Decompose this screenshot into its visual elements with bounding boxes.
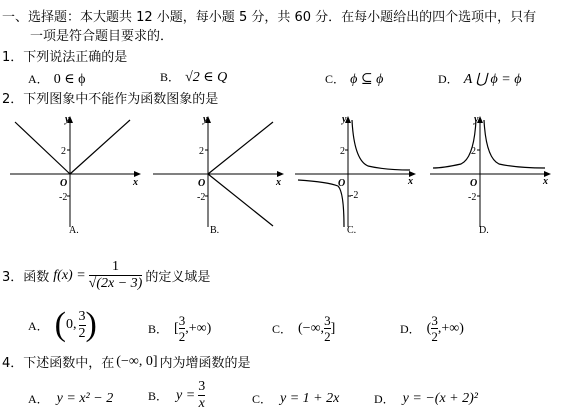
- q1-option-d[interactable]: [438, 68, 522, 88]
- stem-suffix: 的定义域是: [145, 270, 211, 285]
- interval: (−∞, 0]: [116, 353, 158, 369]
- section-heading-line1: 一、选择题：本大题共 12 小题，每小题 5 分，共 60 分．在每小题给出的四个选项中，只有: [2, 10, 537, 25]
- question-4-stem: [2, 352, 251, 371]
- question-2-stem: 2．下列图象中不能作为函数图象的是: [2, 92, 219, 107]
- option-expression: ϕ ⊆ ϕ: [350, 72, 384, 87]
- option-label: A．: [28, 318, 49, 333]
- curve-right-branch: [352, 120, 410, 170]
- q4-option-d[interactable]: [374, 390, 478, 407]
- fraction-denominator: √(2x − 3): [88, 276, 143, 291]
- origin-label: O: [60, 178, 68, 189]
- option-fraction: [198, 380, 205, 411]
- section-heading-line2: 一项是符合题目要求的．: [30, 29, 174, 44]
- interval-rest: ,+∞): [437, 320, 464, 336]
- interval-left: 0,: [66, 317, 77, 332]
- open-bracket: [: [174, 320, 179, 336]
- question-1-stem: 1．下列说法正确的是: [2, 50, 128, 65]
- tick-label-neg2: -2: [197, 192, 206, 203]
- option-expression: y = −(x + 2)²: [402, 390, 478, 406]
- q1-option-b[interactable]: [160, 66, 227, 86]
- stem-prefix: 4．下述函数中，在: [2, 356, 115, 371]
- x-axis-label: x: [543, 176, 548, 187]
- option-label: C．: [325, 72, 346, 86]
- tick-label-neg2: -2: [59, 192, 68, 203]
- interval-rest: ,+∞): [185, 320, 212, 336]
- y-axis-label: y: [203, 114, 208, 125]
- option-label: D．: [374, 392, 395, 406]
- tick-label-2: 2: [340, 146, 345, 157]
- fraction-denominator: 2: [431, 329, 438, 344]
- y-axis-label: y: [474, 114, 479, 125]
- curve-lower: [208, 174, 273, 226]
- y-axis-label: y: [342, 114, 347, 125]
- q4-option-b[interactable]: [148, 380, 205, 411]
- curve-upper: [208, 122, 273, 174]
- option-lhs: y =: [176, 387, 196, 403]
- tick-label-2: 2: [199, 146, 204, 157]
- option-expression: y = 1 + 2x: [280, 390, 340, 406]
- q1-option-c[interactable]: [325, 68, 383, 88]
- y-axis-label: y: [65, 114, 70, 125]
- option-label: B．: [148, 389, 169, 403]
- fraction-denominator: 2: [78, 325, 86, 341]
- q4-option-c[interactable]: [252, 390, 339, 407]
- interval-first: (−∞,: [298, 320, 325, 336]
- option-expression: y = x² − 2: [56, 390, 114, 406]
- graph-label: D.: [479, 225, 489, 236]
- origin-label: O: [338, 178, 346, 189]
- x-axis-label: x: [133, 177, 138, 188]
- fraction-numerator: 3: [78, 308, 86, 324]
- question-3-stem: [2, 260, 210, 291]
- graph-a[interactable]: [5, 112, 145, 237]
- close-paren: ): [85, 306, 97, 343]
- option-label: D．: [400, 322, 421, 336]
- curve-left-branch: [433, 120, 476, 168]
- q1-option-a[interactable]: [28, 68, 86, 88]
- q3-option-d[interactable]: [400, 314, 464, 343]
- x-axis-label: x: [408, 176, 413, 187]
- option-expression: 0 ∈ ϕ: [53, 72, 86, 87]
- option-label: B．: [160, 70, 181, 84]
- option-label: A．: [28, 392, 49, 406]
- origin-label: O: [470, 178, 478, 189]
- q3-option-b[interactable]: [148, 314, 211, 343]
- fraction-numerator: 3: [324, 313, 331, 328]
- tick-label-neg2: -2: [350, 190, 359, 201]
- graph-label: C.: [347, 225, 357, 236]
- function-fraction: [89, 260, 143, 291]
- fraction-numerator: 3: [178, 313, 186, 328]
- graph-label: A.: [69, 225, 79, 236]
- tick-label-neg2: -2: [468, 192, 477, 203]
- tick-label-2: 2: [61, 146, 66, 157]
- fraction-numerator: 1: [111, 259, 119, 274]
- q4-option-a[interactable]: [28, 390, 113, 407]
- q3-option-c[interactable]: [272, 314, 335, 343]
- option-label: C．: [252, 392, 273, 406]
- x-axis-label: x: [276, 177, 281, 188]
- origin-label: O: [198, 178, 206, 189]
- fraction-numerator: 3: [198, 379, 206, 394]
- graph-label: B.: [210, 225, 220, 236]
- q3-option-a[interactable]: [28, 308, 97, 342]
- stem-suffix: 内为增函数的是: [159, 356, 251, 371]
- graph-d[interactable]: [425, 112, 565, 237]
- stem-prefix: 3．函数: [2, 270, 50, 285]
- open-paren: (: [54, 306, 66, 343]
- graph-c[interactable]: [290, 112, 430, 237]
- option-label: C．: [272, 322, 293, 336]
- option-label: A．: [28, 72, 49, 86]
- curve-right-branch: [484, 120, 545, 168]
- function-name: f(x) =: [53, 267, 86, 283]
- curve-right: [70, 120, 130, 174]
- fraction-denominator: x: [198, 396, 205, 411]
- open-paren: (: [426, 320, 432, 336]
- tick-label-2: 2: [471, 146, 476, 157]
- fraction-denominator: 2: [178, 329, 186, 344]
- option-expression: √2 ∈ Q: [185, 70, 228, 85]
- fraction-denominator: 2: [324, 329, 331, 344]
- interval-fraction: [79, 310, 86, 341]
- fraction-numerator: 3: [431, 313, 438, 328]
- option-label: B．: [148, 322, 169, 336]
- close-bracket: ]: [330, 320, 336, 336]
- option-label: D．: [438, 72, 459, 86]
- option-expression: A ⋃ ϕ = ϕ: [463, 72, 522, 87]
- graph-b[interactable]: [148, 112, 288, 237]
